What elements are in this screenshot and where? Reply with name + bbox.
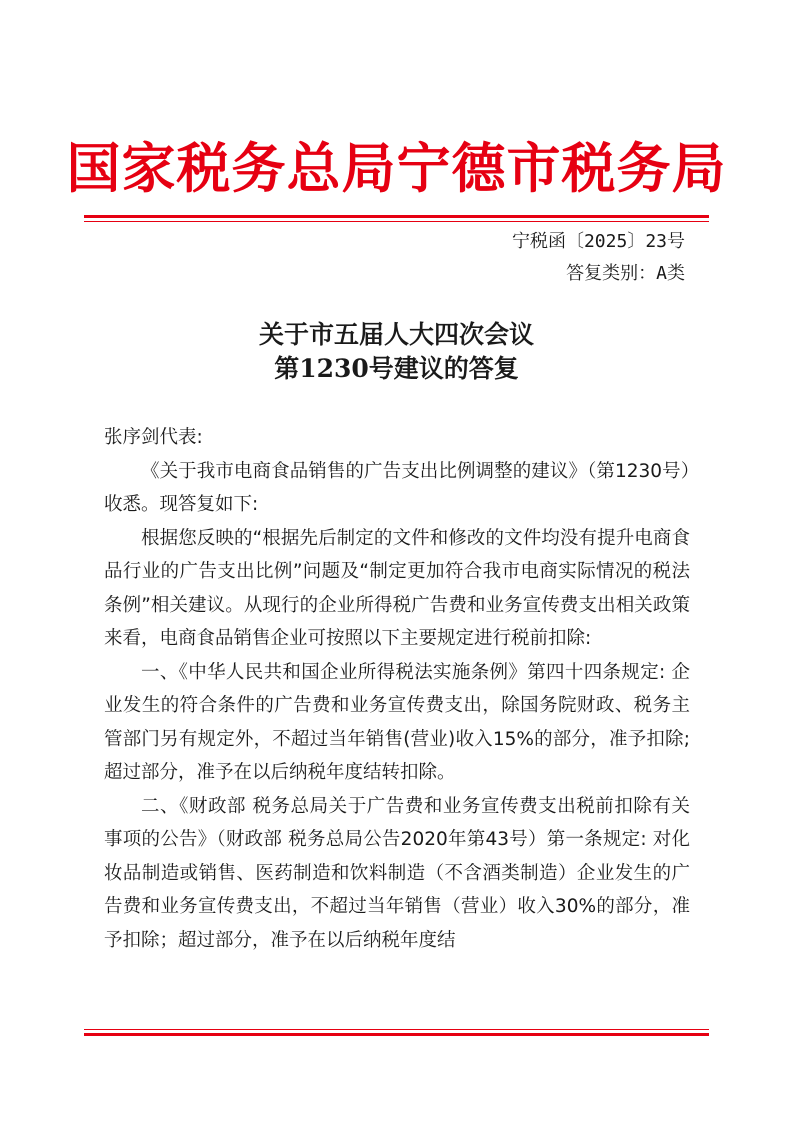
paragraph: 二、《财政部 税务总局关于广告费和业务宣传费支出税前扣除有关事项的公告》（财政部 税务总局公告2020年第43号）第一条规定: 对化妆品制造或销售、医药制造和饮料制造（不含酒类制造）企业发生的广告费和业务宣传费支出，不超过当年销售（营业）收入30%的部分，准予扣除；超过部分，准予在以后纳税年度结 (104, 795, 690, 951)
document-body (104, 421, 690, 957)
salutation: 张序剑代表: (104, 427, 203, 448)
top-rule-thick (84, 215, 709, 218)
document-title-line-1: 关于市五届人大四次会议 (258, 320, 534, 349)
bottom-rule-thick (84, 1033, 709, 1036)
document-number: 宁税函〔2025〕23号 (511, 231, 685, 252)
paragraph: 根据您反映的“根据先后制定的文件和修改的文件均没有提升电商食品行业的广告支出比例”问题及“制定更加符合我市电商实际情况的税法条例”相关建议。从现行的企业所得税广告费和业务宣传费支出相关政策来看，电商食品销售企业可按照以下主要规定进行税前扣除: (104, 527, 690, 649)
top-rule-thin (84, 221, 709, 222)
paragraph: 《关于我市电商食品销售的广告支出比例调整的建议》（第1230号）收悉。现答复如下: (104, 460, 690, 515)
masthead: 国家税务总局宁德市税务局 (66, 136, 727, 200)
reply-category: 答复类别：A类 (566, 263, 685, 284)
document-title-line-2: 第1230号建议的答复 (274, 354, 519, 383)
bottom-rule-thin (84, 1029, 709, 1030)
paragraph: 一、《中华人民共和国企业所得税法实施条例》第四十四条规定: 企业发生的符合条件的广告费和业务宣传费支出，除国务院财政、税务主管部门另有规定外，不超过当年销售(营业)收入15%的部分，准予扣除;超过部分，准予在以后纳税年度结转扣除。 (104, 661, 690, 783)
